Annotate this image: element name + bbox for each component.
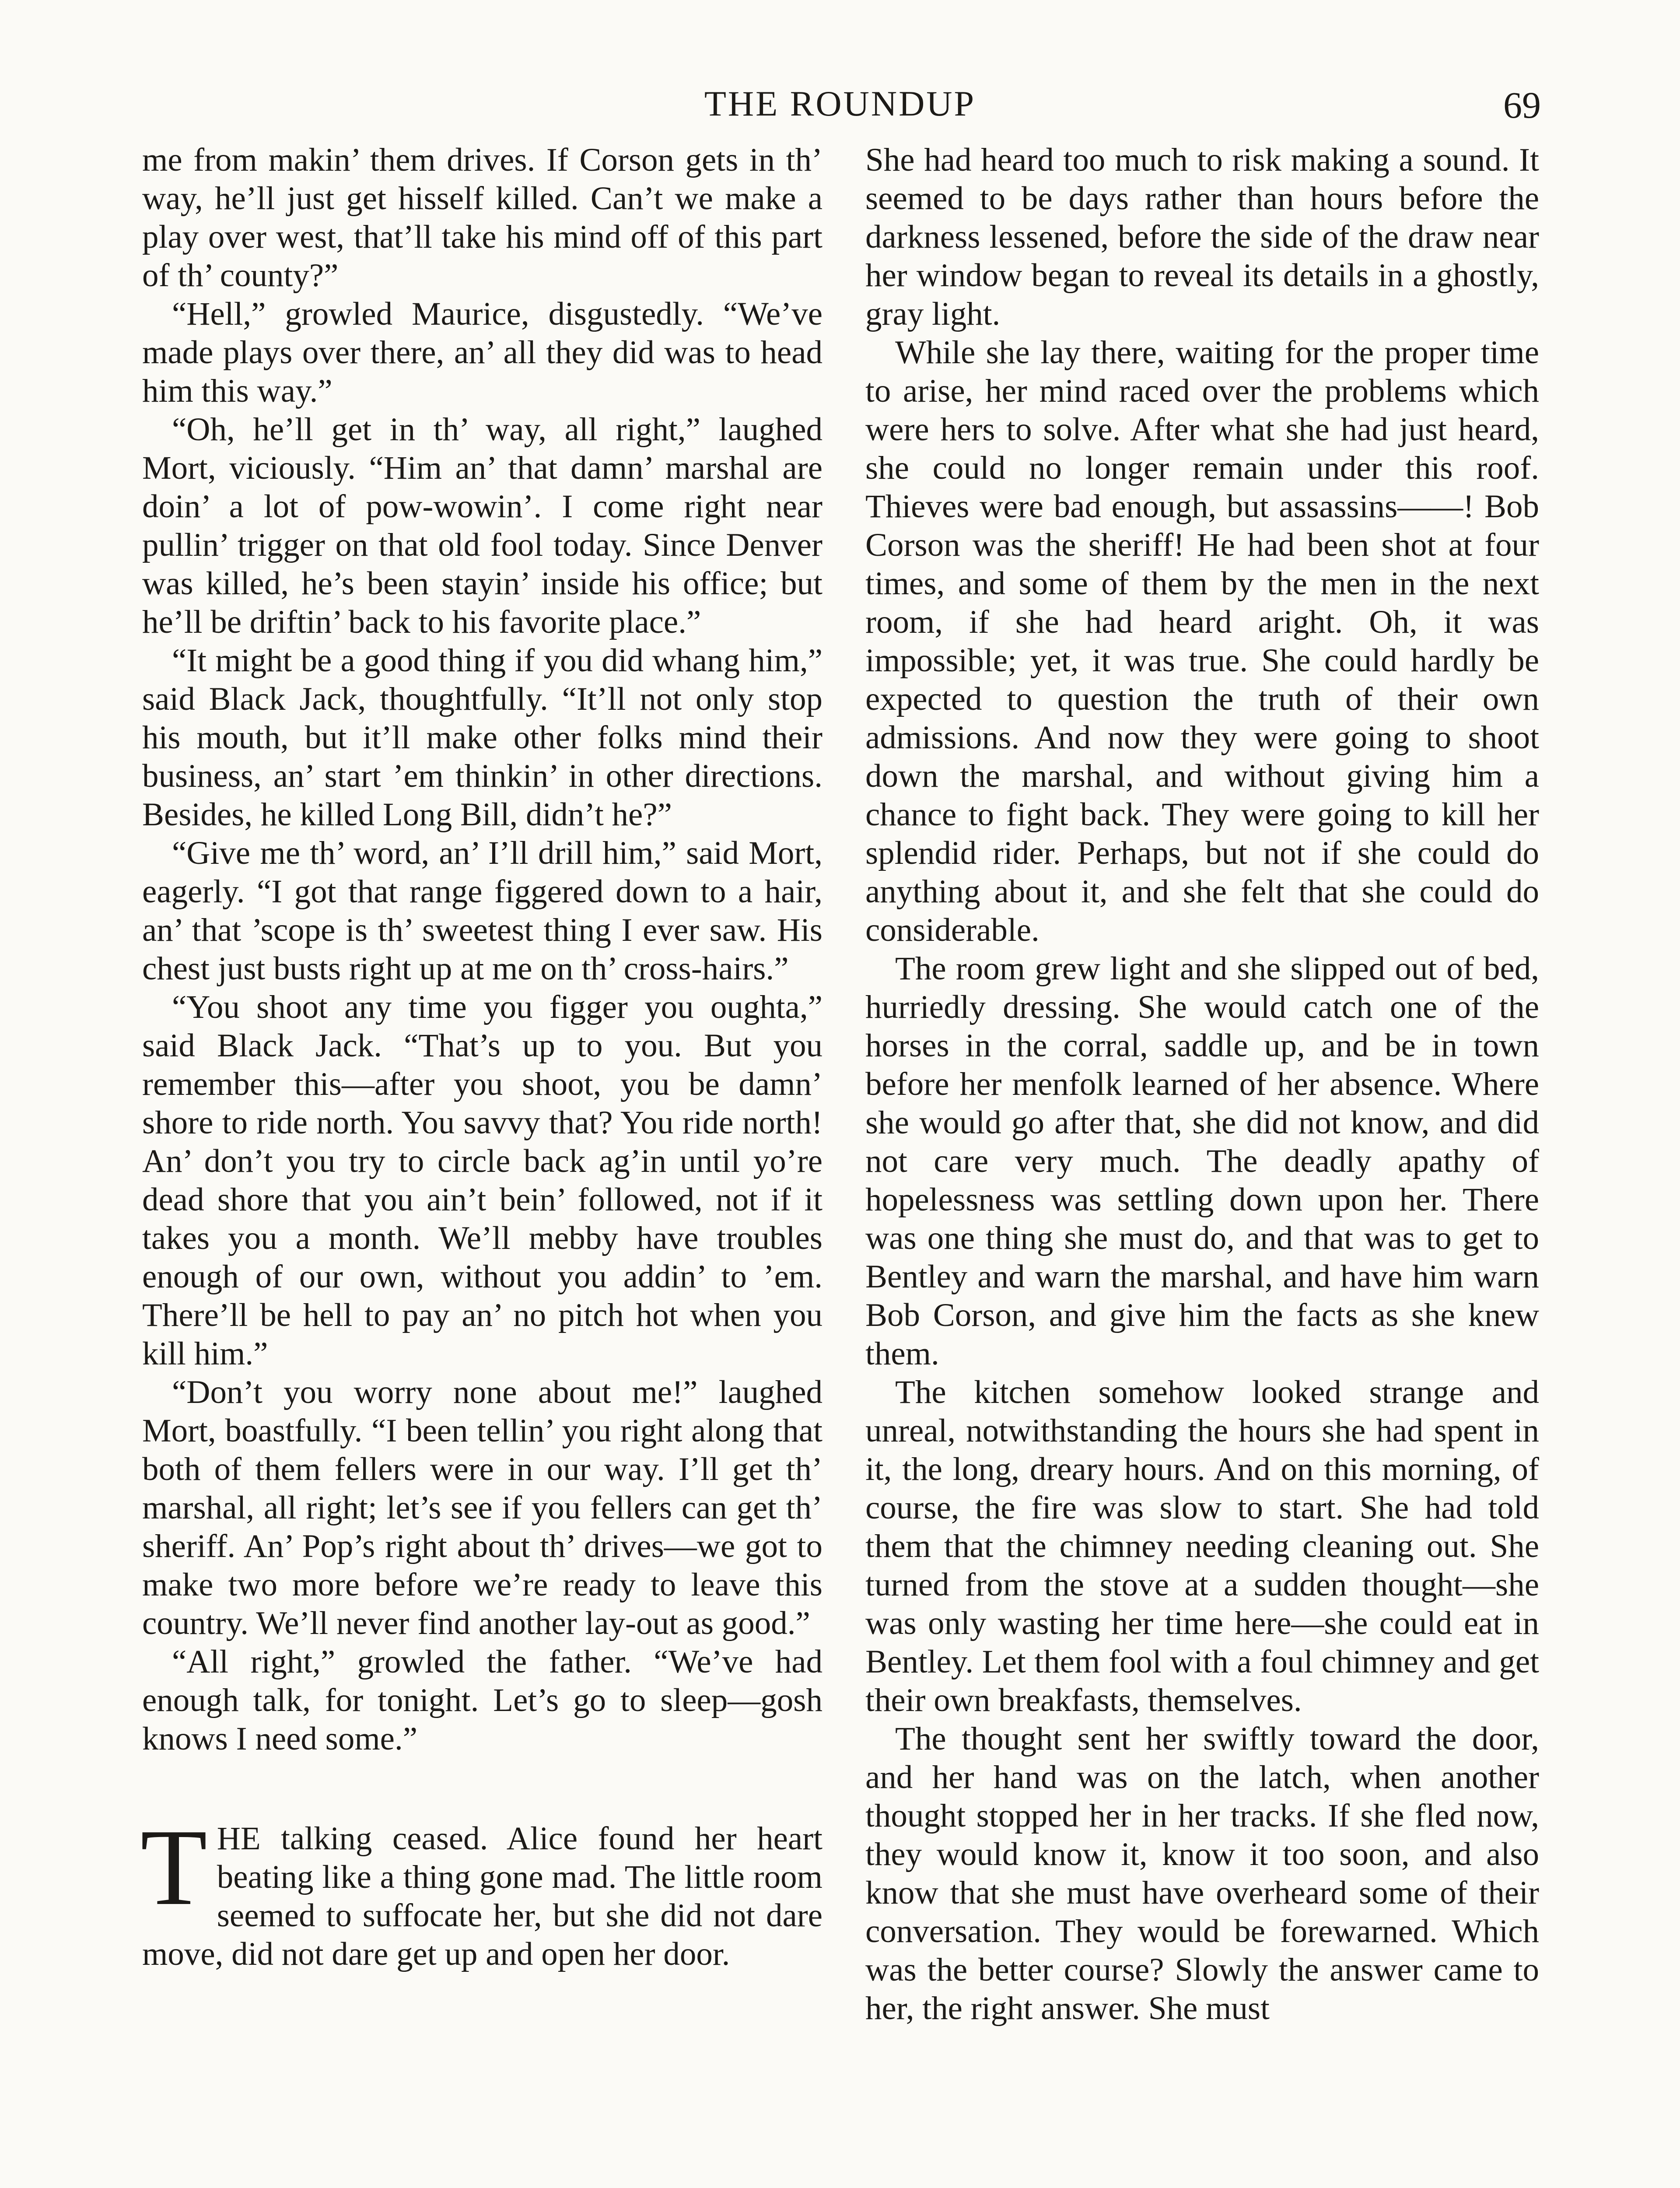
paragraph: She had heard too much to risk making a sound. It seemed to be days rather than hours before the darkness lessened, before the side of the draw near her window began to reveal its details in a ghostly, gray light. xyxy=(865,142,1539,332)
paragraph: While she lay there, waiting for the proper time to arise, her mind raced over the problems which were hers to solve. After what she had just heard, she could no longer remain under this roof. Thieves were bad enough, but assassins——! Bob Corson was the sheriff! He had been shot at four times, and some of them by the men in the next room, if she had heard aright. Oh, it was impossible; yet, it was true. She could hardly be expected to question the truth of their own admissions. And now they were going to shoot down the marshal, and without giving him a chance to fight back. They were going to kill her splendid rider. Perhaps, but not if she could do anything about it, and she felt that she could do considerable. xyxy=(865,334,1539,948)
paragraph: “All right,” growled the father. “We’ve had enough talk, for tonight. Let’s go to sleep—gosh knows I need some.” xyxy=(142,1644,822,1757)
paragraph: “Give me th’ word, an’ I’ll drill him,” said Mort, eagerly. “I got that range figgered down to a hair, an’ that ’scope is th’ sweetest thing I ever saw. His chest just busts right up at me on th’ cross-hairs.” xyxy=(142,835,822,987)
left-column xyxy=(142,141,822,1974)
section-start-paragraph xyxy=(140,1807,822,1974)
drop-cap: T xyxy=(140,1807,207,1928)
paragraph: “You shoot any time you figger you oughta,” said Black Jack. “That’s up to you. But you remember this—after you shoot, you be damn’ shore to ride north. You savvy that? You ride north! An’ don’t you try to circle back ag’in until yo’re dead shore that you ain’t bein’ followed, not if it takes you a month. We’ll mebby have troubles enough of our own, without you addin’ to ’em. There’ll be hell to pay an’ no pitch hot when you kill him.” xyxy=(142,989,822,1372)
right-column xyxy=(865,141,1539,2028)
paragraph: The thought sent her swiftly toward the door, and her hand was on the latch, when another thought stopped her in her tracks. If she fled now, they would know it, know it too soon, and also know that she must have overheard some of their conversation. They would be forewarned. Which was the better course? Slowly the answer came to her, the right answer. She must xyxy=(865,1721,1539,2027)
paragraph: The room grew light and she slipped out of bed, hurriedly dressing. She would catch one of the horses in the corral, saddle up, and be in town before her menfolk learned of her absence. Where she would go after that, she did not know, and did not care very much. The deadly apathy of hopelessness was settling down upon her. There was one thing she must do, and that was to get to Bentley and warn the marshal, and have him warn Bob Corson, and give him the facts as she knew them. xyxy=(865,950,1539,1372)
paragraph: “It might be a good thing if you did whang him,” said Black Jack, thoughtfully. “It’ll not only stop his mouth, but it’ll make other folks mind their business, an’ start ’em thinkin’ in other directions. Besides, he killed Long Bill, didn’t he?” xyxy=(142,642,822,833)
section-start-text: HE talking ceased. Alice found her heart beating like a thing gone mad. The little room seemed to suffocate her, but she did not dare move, did not dare get up and open her door. xyxy=(142,1820,822,1972)
paragraph: me from makin’ them drives. If Corson gets in th’ way, he’ll just get hisself killed. Can’t we make a play over west, that’ll take his mind off of this part of th’ county?” xyxy=(142,142,822,294)
paragraph: The kitchen somehow looked strange and unreal, notwithstanding the hours she had spent in it, the long, dreary hours. And on this morning, of course, the fire was slow to start. She had told them that the chimney needing cleaning out. She turned from the stove at a sudden thought—she was only wasting her time here—she could eat in Bentley. Let them fool with a foul chimney and get their own breakfasts, themselves. xyxy=(865,1374,1539,1718)
paragraph: “Hell,” growled Maurice, disgustedly. “We’ve made plays over there, an’ all they did was to head him this way.” xyxy=(142,296,822,409)
paragraph: “Don’t you worry none about me!” laughed Mort, boastfully. “I been tellin’ you right along that both of them fellers were in our way. I’ll get th’ marshal, all right; let’s see if you fellers can get th’ sheriff. An’ Pop’s right about th’ drives—we got to make two more before we’re ready to leave this country. We’ll never find another lay-out as good.” xyxy=(142,1374,822,1641)
running-title: THE ROUNDUP xyxy=(704,84,976,123)
running-head xyxy=(0,83,1680,131)
paragraph: “Oh, he’ll get in th’ way, all right,” laughed Mort, viciously. “Him an’ that damn’ marshal are doin’ a lot of pow-wowin’. I come right near pullin’ trigger on that old fool today. Since Denver was killed, he’s been stayin’ inside his office; but he’ll be driftin’ back to his favorite place.” xyxy=(142,411,822,640)
page-number: 69 xyxy=(1503,84,1541,126)
